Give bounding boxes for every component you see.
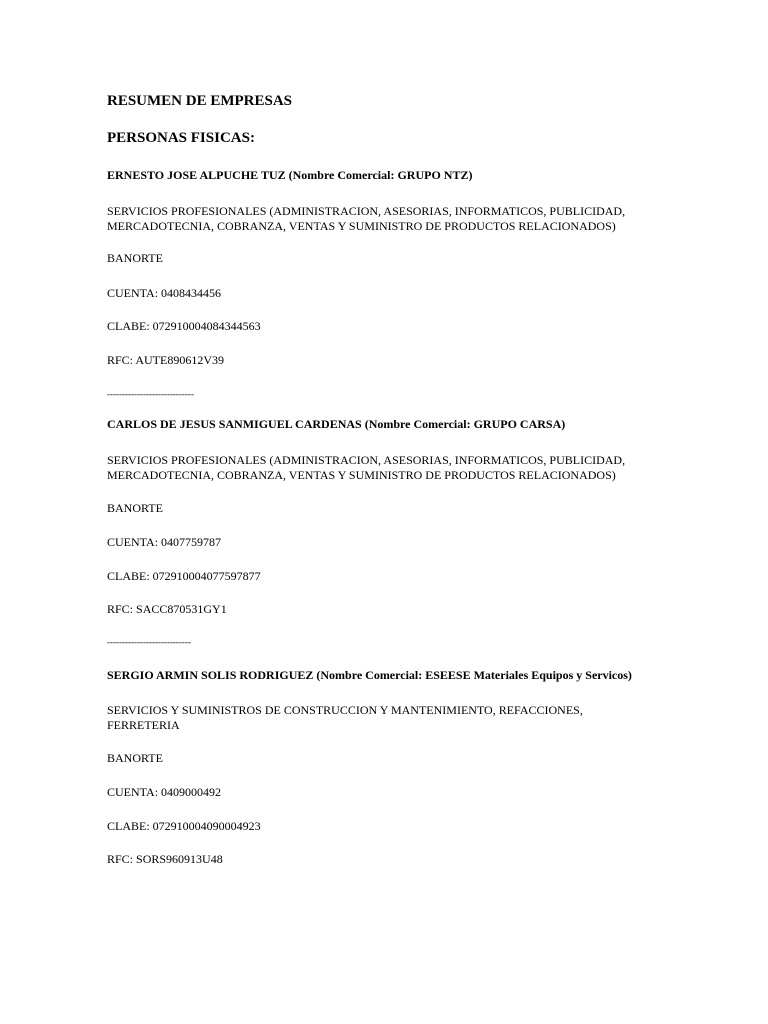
company-name: SERGIO ARMIN SOLIS RODRIGUEZ (Nombre Comercial: ESEESE Materiales Equipos y Servicos) [107, 668, 632, 682]
account-number: CUENTA: 0408434456 [107, 286, 222, 300]
bank-name: BANORTE [107, 751, 163, 765]
services-line: SERVICIOS PROFESIONALES (ADMINISTRACION, ASESORIAS, INFORMATICOS, PUBLICIDAD, [107, 453, 626, 467]
company-name: CARLOS DE JESUS SANMIGUEL CARDENAS (Nombre Comercial: GRUPO CARSA) [107, 417, 566, 431]
entry-separator: ---------------------------- [107, 637, 191, 647]
bank-name: BANORTE [107, 251, 163, 265]
clabe-number: CLABE: 072910004090004923 [107, 819, 261, 833]
clabe-number: CLABE: 072910004077597877 [107, 569, 261, 583]
services-line: MERCADOTECNIA, COBRANZA, VENTAS Y SUMINISTRO DE PRODUCTOS RELACIONADOS) [107, 468, 616, 482]
entry-separator: ----------------------------- [107, 389, 194, 399]
clabe-number: CLABE: 072910004084344563 [107, 319, 261, 333]
account-number: CUENTA: 0409000492 [107, 785, 222, 799]
rfc-code: RFC: AUTE890612V39 [107, 353, 225, 367]
bank-name: BANORTE [107, 501, 163, 515]
company-name: ERNESTO JOSE ALPUCHE TUZ (Nombre Comercial: GRUPO NTZ) [107, 168, 473, 182]
services-line: SERVICIOS Y SUMINISTROS DE CONSTRUCCION Y MANTENIMIENTO, REFACCIONES, [107, 703, 583, 717]
section-title: PERSONAS FISICAS: [107, 130, 255, 146]
services-line: MERCADOTECNIA, COBRANZA, VENTAS Y SUMINISTRO DE PRODUCTOS RELACIONADOS) [107, 219, 616, 233]
document-title: RESUMEN DE EMPRESAS [107, 93, 293, 109]
services-line: SERVICIOS PROFESIONALES (ADMINISTRACION, ASESORIAS, INFORMATICOS, PUBLICIDAD, [107, 204, 626, 218]
services-line: FERRETERIA [107, 718, 180, 732]
rfc-code: RFC: SACC870531GY1 [107, 602, 227, 616]
account-number: CUENTA: 0407759787 [107, 535, 222, 549]
rfc-code: RFC: SORS960913U48 [107, 852, 223, 866]
